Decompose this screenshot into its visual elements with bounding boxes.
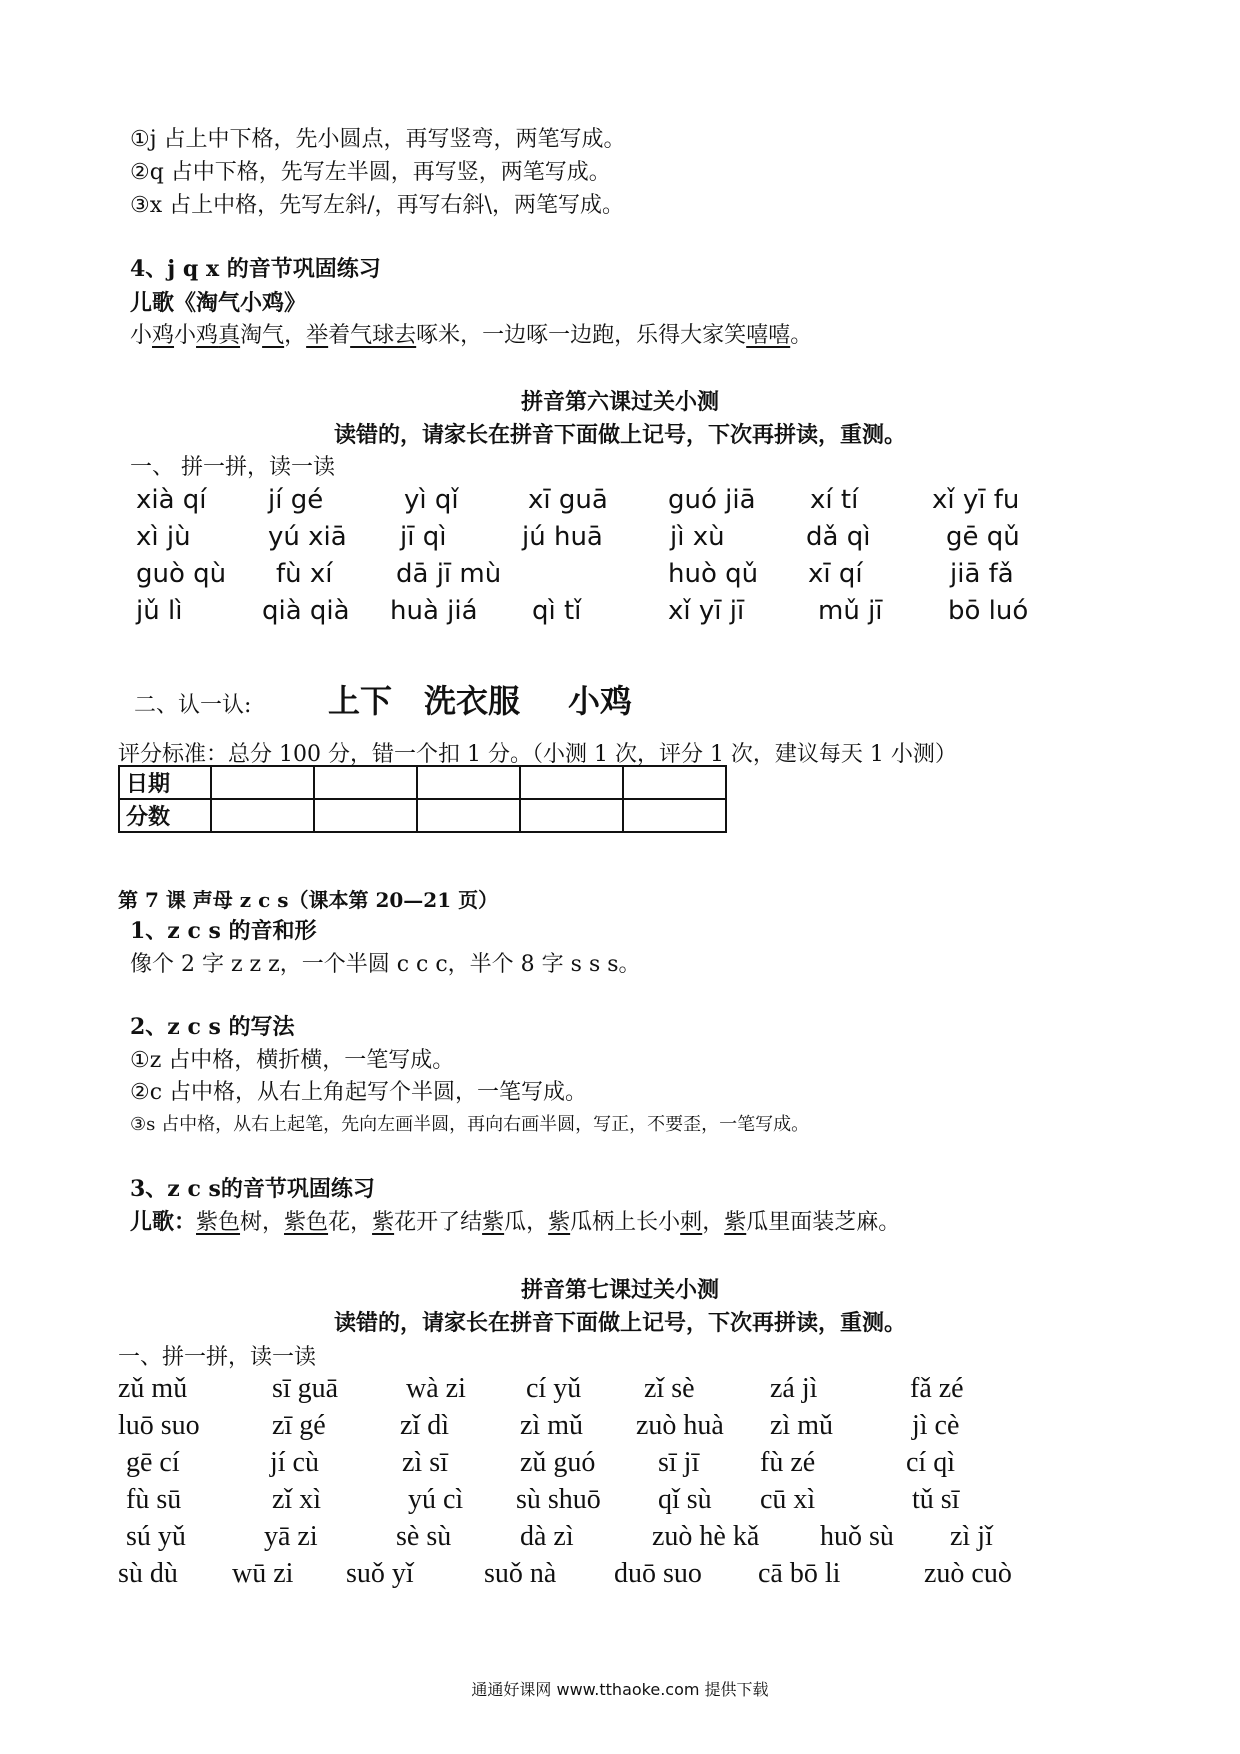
pinyin-item: sī jī: [658, 1447, 700, 1478]
pinyin-item: yā zi: [264, 1521, 318, 1552]
pinyin-item: fù xí: [276, 559, 333, 589]
pinyin-item: zǐ sè: [644, 1373, 695, 1404]
pinyin-item: fù zé: [760, 1447, 816, 1478]
pinyin-item: xì jù: [136, 522, 191, 552]
pinyin-item: cū xì: [760, 1484, 816, 1515]
pinyin-item: bō luó: [948, 596, 1029, 626]
rule-c: ②c 占中格，从右上角起写个半圆，一笔写成。: [130, 1080, 588, 1105]
pinyin-item: xǐ yī jī: [668, 596, 745, 626]
pinyin-item: jiā fǎ: [950, 559, 1014, 589]
pinyin-item: jí gé: [268, 485, 324, 515]
table-cell-label: 日期: [119, 766, 211, 799]
table-cell[interactable]: [314, 799, 417, 832]
lesson7-s3-heading: 3、z c s的音节巩固练习: [130, 1176, 375, 1202]
table-cell[interactable]: [520, 766, 623, 799]
pinyin-item: wū zi: [232, 1558, 294, 1589]
pinyin-item: xī qí: [808, 559, 863, 589]
pinyin-item: zǐ dì: [400, 1410, 449, 1441]
lesson7-s1-text: 像个 2 字 z z z，一个半圆 c c c，半个 8 字 s s s。: [130, 952, 641, 977]
table-cell[interactable]: [314, 766, 417, 799]
rule-s: ③s 占中格，从右上起笔，先向左画半圆，再向右画半圆，写正，不要歪，一笔写成。: [130, 1114, 810, 1135]
pinyin-item: dā jī mù: [396, 559, 502, 589]
table-cell[interactable]: [623, 766, 726, 799]
pinyin-item: qì tǐ: [532, 596, 582, 626]
pinyin-item: mǔ jī: [818, 596, 883, 626]
scoring-standard: 评分标准：总分 100 分，错一个扣 1 分。（小测 1 次，评分 1 次，建议每天 1 小测）: [118, 742, 957, 767]
pinyin-item: yú cì: [408, 1484, 464, 1515]
recognize-word: 洗衣服: [424, 682, 521, 720]
pinyin-item: yú xiā: [268, 522, 347, 552]
rule-j: ①j 占上中下格，先小圆点，再写竖弯，两笔写成。: [130, 127, 626, 152]
pinyin-item: guó jiā: [668, 485, 756, 515]
pinyin-item: zǔ guó: [520, 1447, 596, 1478]
pinyin-item: huò qǔ: [668, 559, 759, 589]
rule-q: ②q 占中下格，先写左半圆，再写竖，两笔写成。: [130, 160, 611, 185]
recognize-word: 小鸡: [568, 682, 633, 720]
pinyin-item: qǐ sù: [658, 1484, 712, 1515]
table-row: [119, 799, 726, 832]
pinyin-item: jǔ lì: [136, 596, 183, 626]
pinyin-item: cí qì: [906, 1447, 955, 1478]
score-table: [118, 765, 727, 833]
pinyin-item: zá jì: [770, 1373, 818, 1404]
table-cell[interactable]: [417, 766, 520, 799]
pinyin-item: yì qǐ: [404, 485, 459, 515]
pinyin-item: huà jiá: [390, 596, 478, 626]
pinyin-item: cā bō li: [758, 1558, 841, 1589]
pinyin-item: zuò huà: [636, 1410, 724, 1441]
pinyin-item: zì jǐ: [950, 1521, 993, 1552]
recognize-word: 上下: [328, 682, 393, 720]
quiz7-instruction: 读错的，请家长在拼音下面做上记号，下次再拼读，重测。: [333, 1310, 906, 1336]
pinyin-item: jú huā: [522, 522, 603, 552]
table-row: [119, 766, 726, 799]
pinyin-item: sú yǔ: [126, 1521, 186, 1552]
lesson7-s2-heading: 2、z c s 的写法: [130, 1014, 295, 1040]
pinyin-item: xī guā: [528, 485, 608, 515]
pinyin-item: qià qià: [262, 596, 350, 626]
pinyin-item: luō suo: [118, 1410, 200, 1441]
pinyin-item: zǐ xì: [272, 1484, 321, 1515]
pinyin-item: fù sū: [126, 1484, 182, 1515]
quiz6-part2-label: 二、认一认:: [134, 693, 252, 718]
pinyin-item: dà zì: [520, 1521, 574, 1552]
table-cell[interactable]: [623, 799, 726, 832]
table-cell[interactable]: [520, 799, 623, 832]
pinyin-item: zǔ mǔ: [118, 1373, 188, 1404]
song-title: 儿歌《淘气小鸡》: [130, 290, 307, 316]
song-text-zcs: 儿歌：紫色树，紫色花，紫花开了结紫瓜，紫瓜柄上长小刺，紫瓜里面装芝麻。: [130, 1209, 901, 1235]
lesson7-title: 第 7 课 声母 z c s（课本第 20—21 页）: [118, 888, 499, 912]
pinyin-item: xǐ yī fu: [932, 485, 1020, 515]
quiz7-part1-label: 一、拼一拼，读一读: [118, 1345, 317, 1370]
pinyin-item: guò qù: [136, 559, 227, 589]
pinyin-item: sī guā: [272, 1373, 339, 1404]
quiz7-title: 拼音第七课过关小测: [520, 1277, 719, 1303]
pinyin-item: zì mǔ: [520, 1410, 583, 1441]
pinyin-item: gē qǔ: [946, 522, 1020, 552]
pinyin-item: jí cù: [270, 1447, 319, 1478]
lesson7-s1-heading: 1、z c s 的音和形: [130, 918, 317, 944]
table-cell[interactable]: [211, 799, 314, 832]
pinyin-item: zì mǔ: [770, 1410, 833, 1441]
pinyin-item: gē cí: [126, 1447, 180, 1478]
rule-x: ③x 占上中格，先写左斜/，再写右斜\，两笔写成。: [130, 193, 624, 218]
pinyin-item: xià qí: [136, 485, 207, 515]
pinyin-item: jī qì: [400, 522, 447, 552]
pinyin-item: huǒ sù: [820, 1521, 894, 1552]
song-text-jqx: 小鸡小鸡真淘气，举着气球去啄米，一边啄一边跑，乐得大家笑嘻嘻。: [130, 323, 813, 348]
pinyin-item: jì cè: [912, 1410, 960, 1441]
pinyin-item: fǎ zé: [910, 1373, 964, 1404]
pinyin-item: sù shuō: [516, 1484, 601, 1515]
section4-heading: 4、j q x 的音节巩固练习: [130, 256, 381, 282]
pinyin-item: zì sī: [402, 1447, 448, 1478]
quiz6-instruction: 读错的，请家长在拼音下面做上记号，下次再拼读，重测。: [333, 422, 906, 448]
pinyin-item: jì xù: [670, 522, 725, 552]
footer-credit: 通通好课网 www.tthaoke.com 提供下载: [471, 1680, 769, 1699]
pinyin-item: cí yǔ: [526, 1373, 582, 1404]
pinyin-item: suǒ yǐ: [346, 1558, 414, 1589]
pinyin-item: wà zi: [406, 1373, 466, 1404]
pinyin-item: zuò cuò: [924, 1558, 1012, 1589]
pinyin-item: sù dù: [118, 1558, 178, 1589]
quiz6-part1-label: 一、 拼一拼，读一读: [130, 455, 335, 480]
pinyin-item: tǔ sī: [912, 1484, 960, 1515]
pinyin-item: zī gé: [272, 1410, 326, 1441]
pinyin-item: sè sù: [396, 1521, 452, 1552]
pinyin-item: duō suo: [614, 1558, 702, 1589]
table-cell-label: 分数: [119, 799, 211, 832]
pinyin-item: xí tí: [810, 485, 859, 515]
rule-z: ①z 占中格，横折横，一笔写成。: [130, 1048, 455, 1073]
table-cell[interactable]: [417, 799, 520, 832]
pinyin-item: suǒ nà: [484, 1558, 557, 1589]
pinyin-item: dǎ qì: [806, 522, 871, 552]
quiz6-title: 拼音第六课过关小测: [520, 389, 719, 415]
pinyin-item: zuò hè kǎ: [652, 1521, 760, 1552]
table-cell[interactable]: [211, 766, 314, 799]
